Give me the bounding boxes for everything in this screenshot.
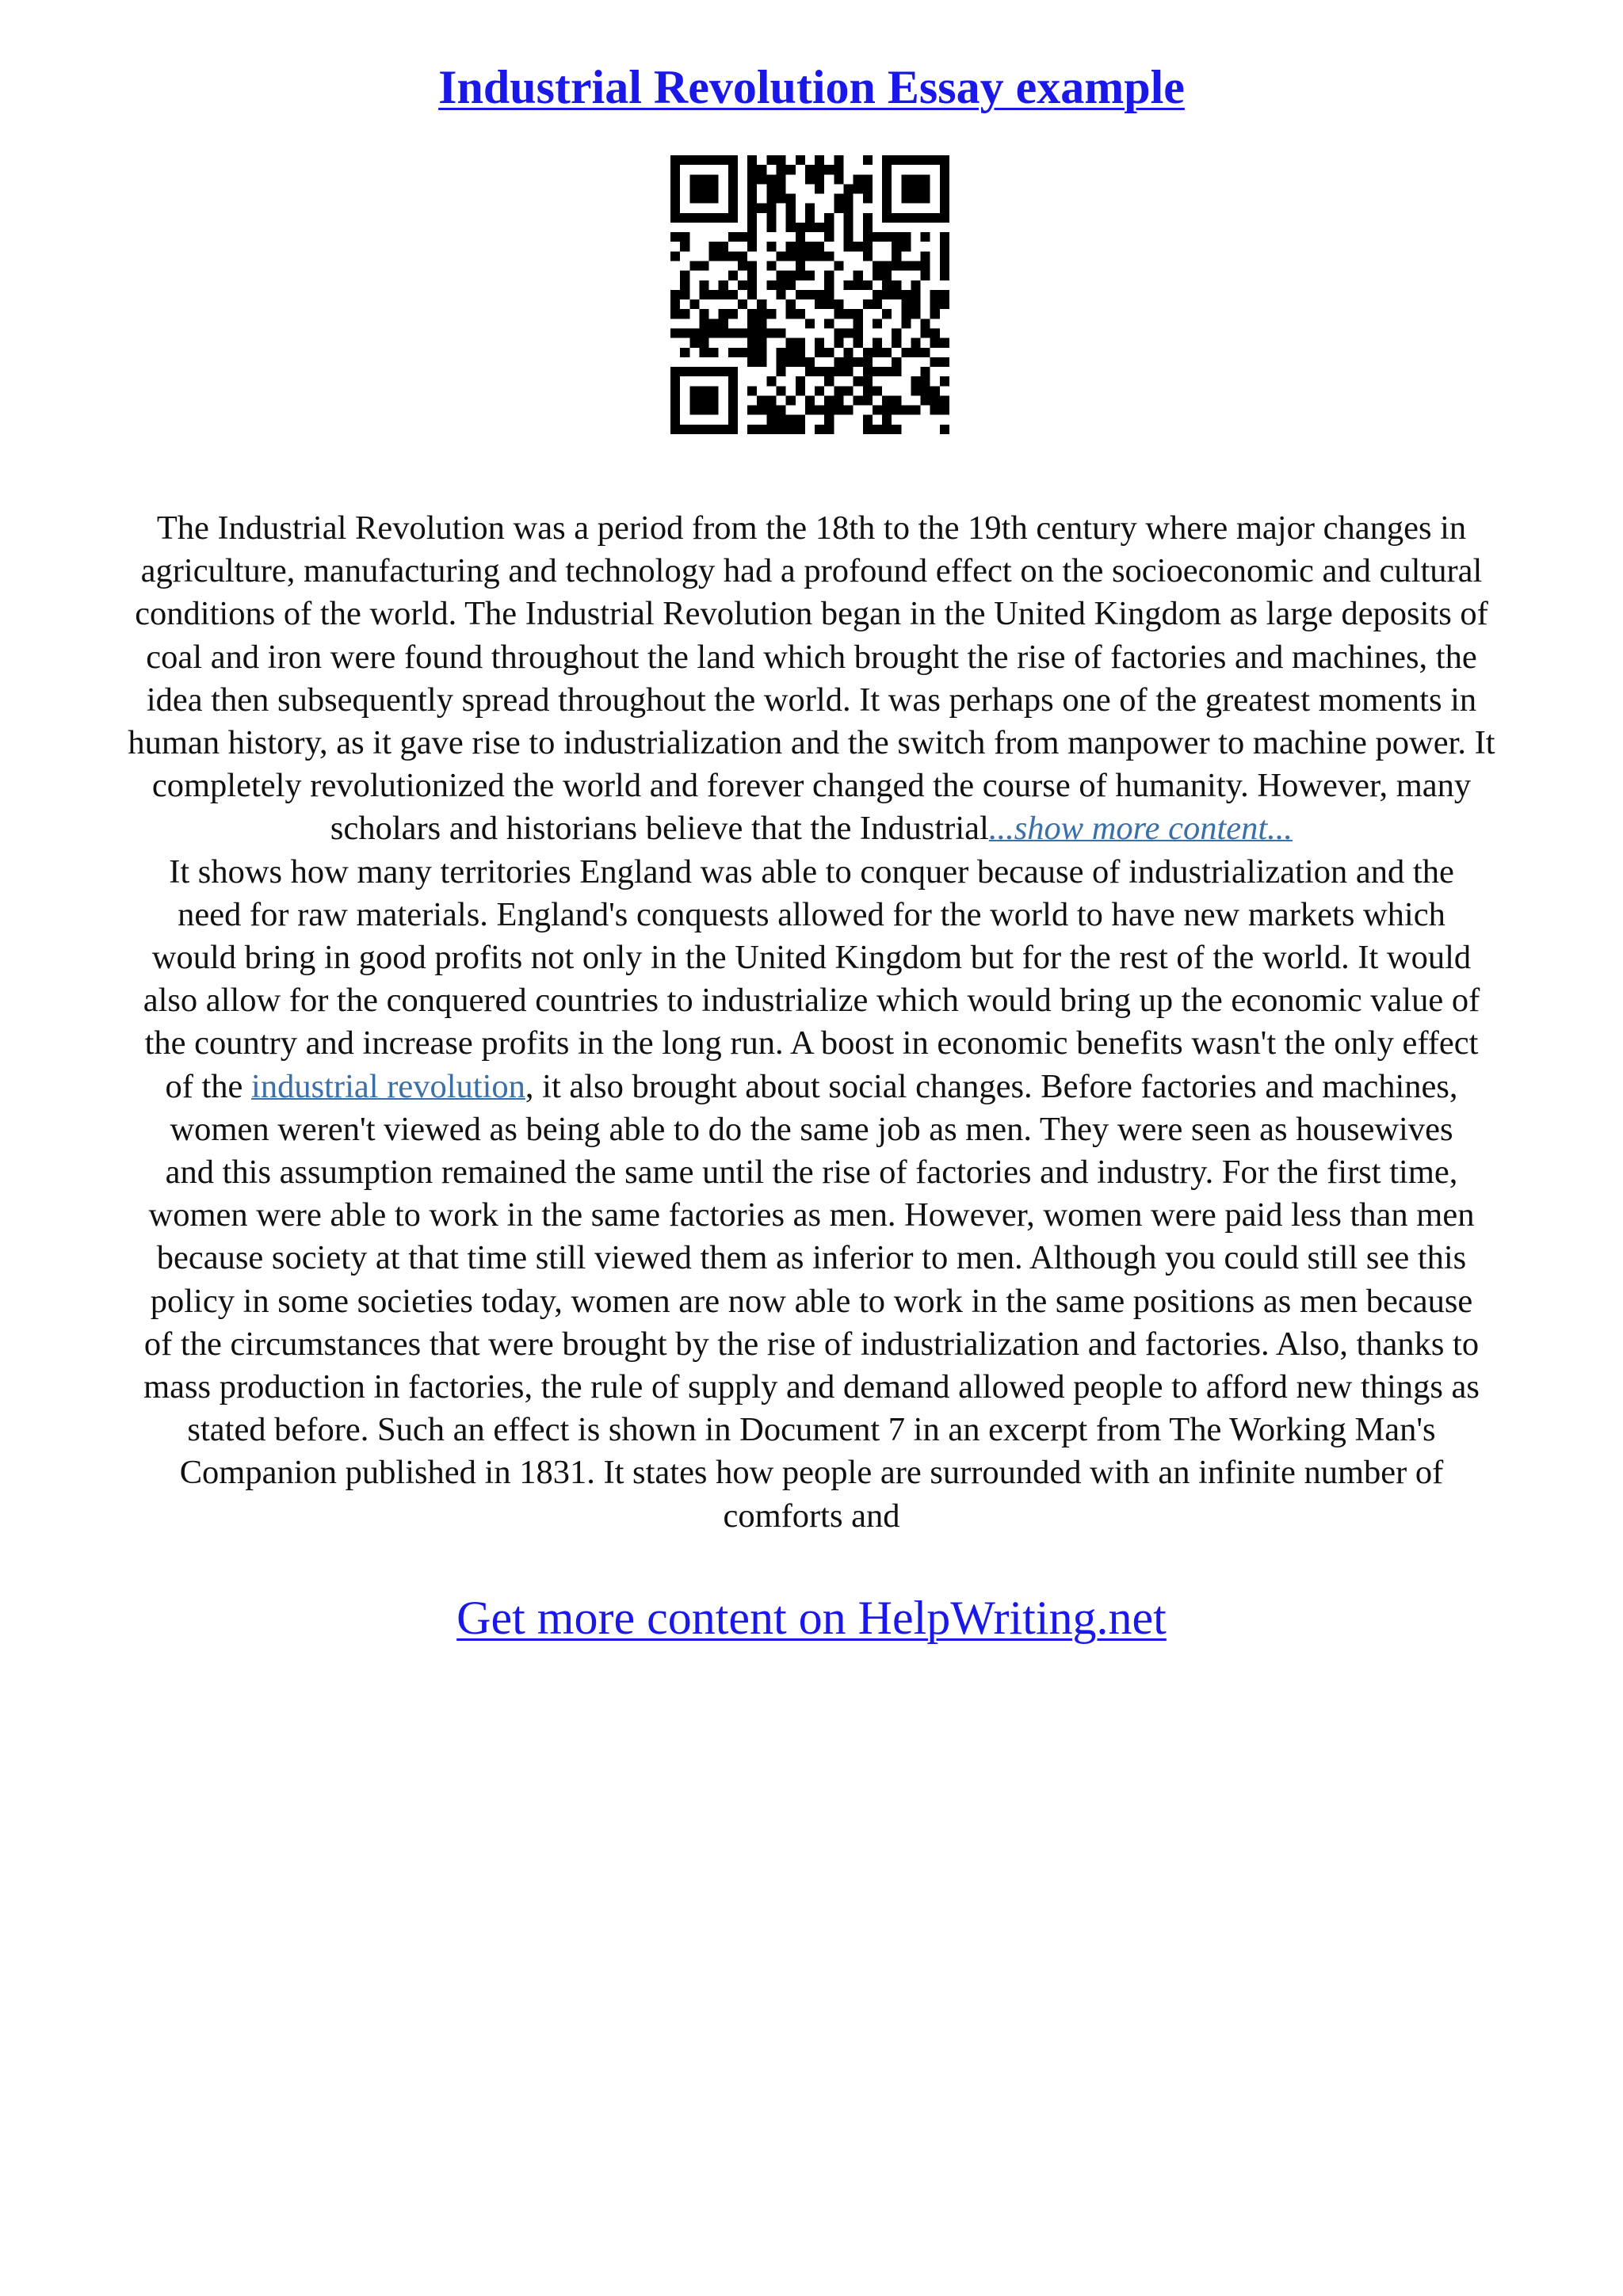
essay-line: agriculture, manufacturing and technology had a profound effect on the socioeconomic and cultural bbox=[140, 552, 1483, 590]
essay-line: of the circumstances that were brought by the rise of industrialization and factories. Also, thanks to bbox=[143, 1325, 1480, 1363]
industrial-revolution-link[interactable]: industrial revolution bbox=[251, 1067, 525, 1105]
title-container bbox=[0, 59, 1623, 116]
essay-line: need for raw materials. England's conquests allowed for the world to have new markets which bbox=[178, 895, 1445, 933]
essay-line: human history, as it gave rise to industrialization and the switch from manpower to machine power. It bbox=[128, 724, 1495, 762]
essay-line-text: , it also brought about social changes. Before factories and machines, bbox=[525, 1067, 1458, 1105]
footer-container bbox=[0, 1589, 1623, 1646]
essay-line: women weren't viewed as being able to do the same job as men. They were seen as housewives bbox=[170, 1110, 1453, 1148]
essay-line-text: of the bbox=[165, 1067, 252, 1105]
essay-line: the country and increase profits in the long run. A boost in economic benefits wasn't the only effect bbox=[144, 1024, 1479, 1062]
essay-line: would bring in good profits not only in the United Kingdom but for the rest of the world. It would bbox=[151, 939, 1472, 977]
essay-line: because society at that time still viewed them as inferior to men. Although you could still see this bbox=[156, 1239, 1467, 1277]
essay-line: stated before. Such an effect is shown in Document 7 in an excerpt from The Working Man's bbox=[187, 1411, 1436, 1449]
essay-line: Companion published in 1831. It states how people are surrounded with an infinite number of bbox=[179, 1454, 1444, 1492]
essay-line: The Industrial Revolution was a period from the 18th to the 19th century where major changes in bbox=[156, 509, 1467, 547]
essay-line-with-link bbox=[48, 1066, 1575, 1108]
show-more-link[interactable]: ...show more content... bbox=[988, 810, 1293, 848]
essay-line: women were able to work in the same factories as men. However, women were paid less than men bbox=[148, 1196, 1475, 1234]
qr-code-icon bbox=[670, 155, 949, 434]
essay-line: policy in some societies today, women are now able to work in the same positions as men because bbox=[150, 1282, 1473, 1320]
essay-line: and this assumption remained the same until the rise of factories and industry. For the first time, bbox=[165, 1154, 1458, 1192]
essay-line-with-show-more bbox=[48, 807, 1575, 850]
page-title-link[interactable]: Industrial Revolution Essay example bbox=[438, 61, 1185, 113]
essay-line: conditions of the world. The Industrial Revolution began in the United Kingdom as large deposits of bbox=[135, 595, 1488, 633]
essay-body bbox=[48, 507, 1575, 1538]
essay-line: completely revolutionized the world and forever changed the course of humanity. However, many bbox=[151, 767, 1472, 805]
essay-line: coal and iron were found throughout the land which brought the rise of factories and machines, the bbox=[146, 638, 1477, 676]
essay-line: It shows how many territories England was able to conquer because of industrialization and the bbox=[169, 852, 1454, 891]
get-more-content-link[interactable]: Get more content on HelpWriting.net bbox=[456, 1592, 1167, 1644]
essay-line: mass production in factories, the rule of supply and demand allowed people to afford new things as bbox=[143, 1368, 1480, 1406]
essay-line: also allow for the conquered countries to industrialize which would bring up the economic value of bbox=[143, 982, 1480, 1020]
essay-line: comforts and bbox=[723, 1497, 900, 1535]
essay-line-text: scholars and historians believe that the Industrial bbox=[330, 810, 989, 848]
essay-line: idea then subsequently spread throughout the world. It was perhaps one of the greatest moments in bbox=[146, 681, 1477, 719]
